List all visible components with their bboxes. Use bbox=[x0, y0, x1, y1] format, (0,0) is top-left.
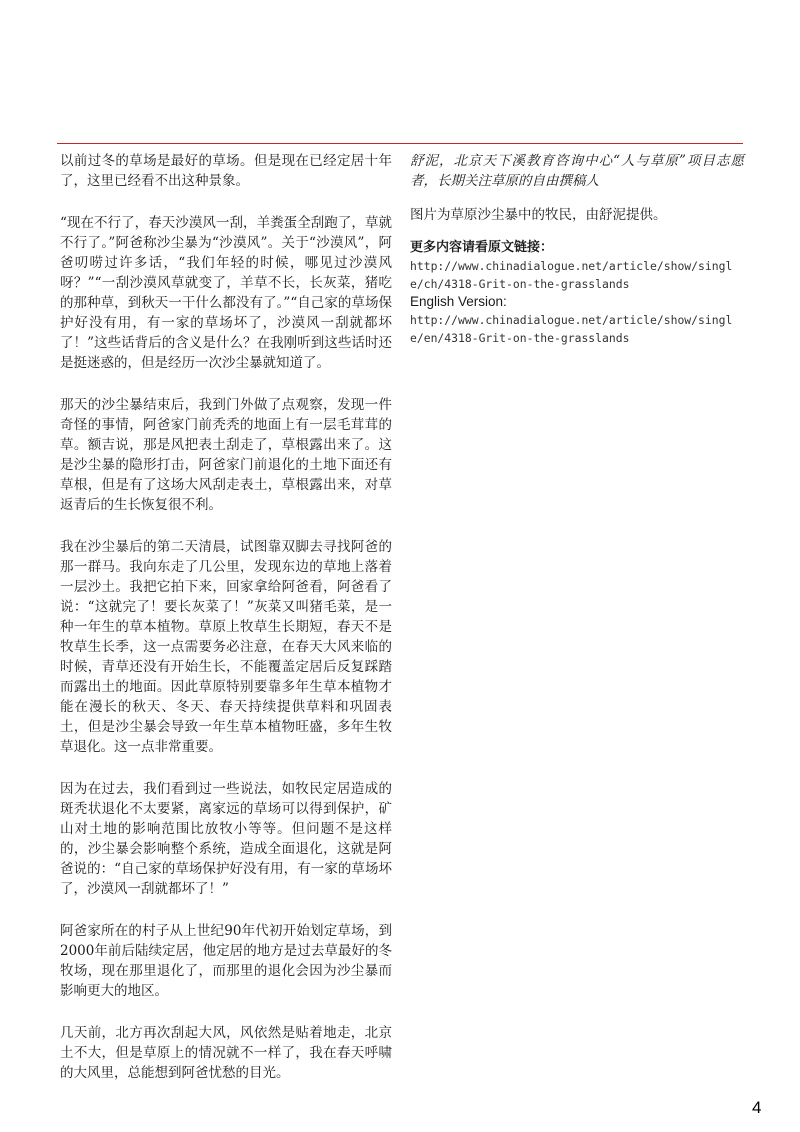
photo-credit: 图片为草原沙尘暴中的牧民，由舒泥提供。 bbox=[410, 207, 667, 223]
chinese-version-link[interactable]: http://www.chinadialogue.net/article/show/single/ch/4318-Grit-on-the-grasslands bbox=[410, 259, 733, 291]
paragraph-5: 因为在过去，我们看到过一些说法，如牧民定居造成的斑秃状退化不太要紧，离家远的草场可以得到保护，矿山对土地的影响范围比放牧小等等。但问题不是这样的，沙尘暴会影响整个系统，造成全面退化，这就是阿爸说的：“自己家的草场保护好没有用，有一家的草场坏了，沙漠风一刮就都坏了！” bbox=[60, 781, 392, 897]
paragraph-2: “现在不行了，春天沙漠风一刮，羊粪蛋全刮跑了，草就不行了。”阿爸称沙尘暴为“沙漠风”。关于“沙漠风”，阿爸叨唠过许多话，“我们年轻的时候，哪见过沙漠风呀？”“一刮沙漠风草就变了，羊草不长，长灰菜，猪吃的那种草，到秋天一干什么都没有了。”“自己家的草场保护好没有用，有一家的草场坏了，沙漠风一刮就都坏了！”这些话背后的含义是什么？在我刚听到这些话时还是挺迷惑的，但是经历一次沙尘暴就知道了。 bbox=[60, 215, 392, 371]
paragraph-7: 几天前，北方再次刮起大风，风依然是贴着地走，北京土不大，但是草原上的情况就不一样了，我在春天呼啸的大风里，总能想到阿爸忧愁的目光。 bbox=[60, 1025, 392, 1081]
article-sidebar-right-column bbox=[410, 151, 744, 347]
author-bio: 舒泥，北京天下溪教育咨询中心“人与草原”项目志愿者，长期关注草原的自由撰稿人 bbox=[410, 153, 744, 189]
article-body-left-column bbox=[60, 151, 392, 1105]
paragraph-6: 阿爸家所在的村子从上世纪90年代初开始划定草场，到2000年前后陆续定居，他定居的地方是过去草最好的冬牧场，现在那里退化了，而那里的退化会因为沙尘暴而影响更大的地区。 bbox=[60, 923, 392, 999]
english-version-label: English Version: bbox=[410, 294, 507, 309]
header-rule bbox=[57, 143, 743, 144]
paragraph-4: 我在沙尘暴后的第二天清晨，试图靠双脚去寻找阿爸的那一群马。我向东走了几公里，发现东边的草地上落着一层沙土。我把它拍下来，回家拿给阿爸看，阿爸看了说：“这就完了！要长灰菜了！”灰菜又叫猪毛菜，是一种一年生的草本植物。草原上牧草生长期短，春天不是牧草生长季，这一点需要务必注意，在春天大风来临的时候，青草还没有开始生长，不能覆盖定居后反复踩踏而露出土的地面。因此草原特别要靠多年生草本植物才能在漫长的秋天、冬天、春天持续提供草料和巩固表土，但是沙尘暴会导致一年生草本植物旺盛，多年生牧草退化。这一点非常重要。 bbox=[60, 539, 392, 755]
english-version-link[interactable]: http://www.chinadialogue.net/article/show/single/en/4318-Grit-on-the-grasslands bbox=[410, 313, 733, 345]
page-number: 4 bbox=[752, 1098, 762, 1117]
paragraph-1: 以前过冬的草场是最好的草场。但是现在已经定居十年了，这里已经看不出这种景象。 bbox=[60, 153, 392, 189]
paragraph-3: 那天的沙尘暴结束后，我到门外做了点观察，发现一件奇怪的事情，阿爸家门前秃秃的地面上有一层毛茸茸的草。额吉说，那是风把表土刮走了，草根露出来了。这是沙尘暴的隐形打击，阿爸家门前退化的土地下面还有草根，但是有了这场大风刮走表土，草根露出来，对草返青后的生长恢复很不利。 bbox=[60, 397, 392, 513]
more-content-heading: 更多内容请看原文链接： bbox=[410, 240, 554, 255]
